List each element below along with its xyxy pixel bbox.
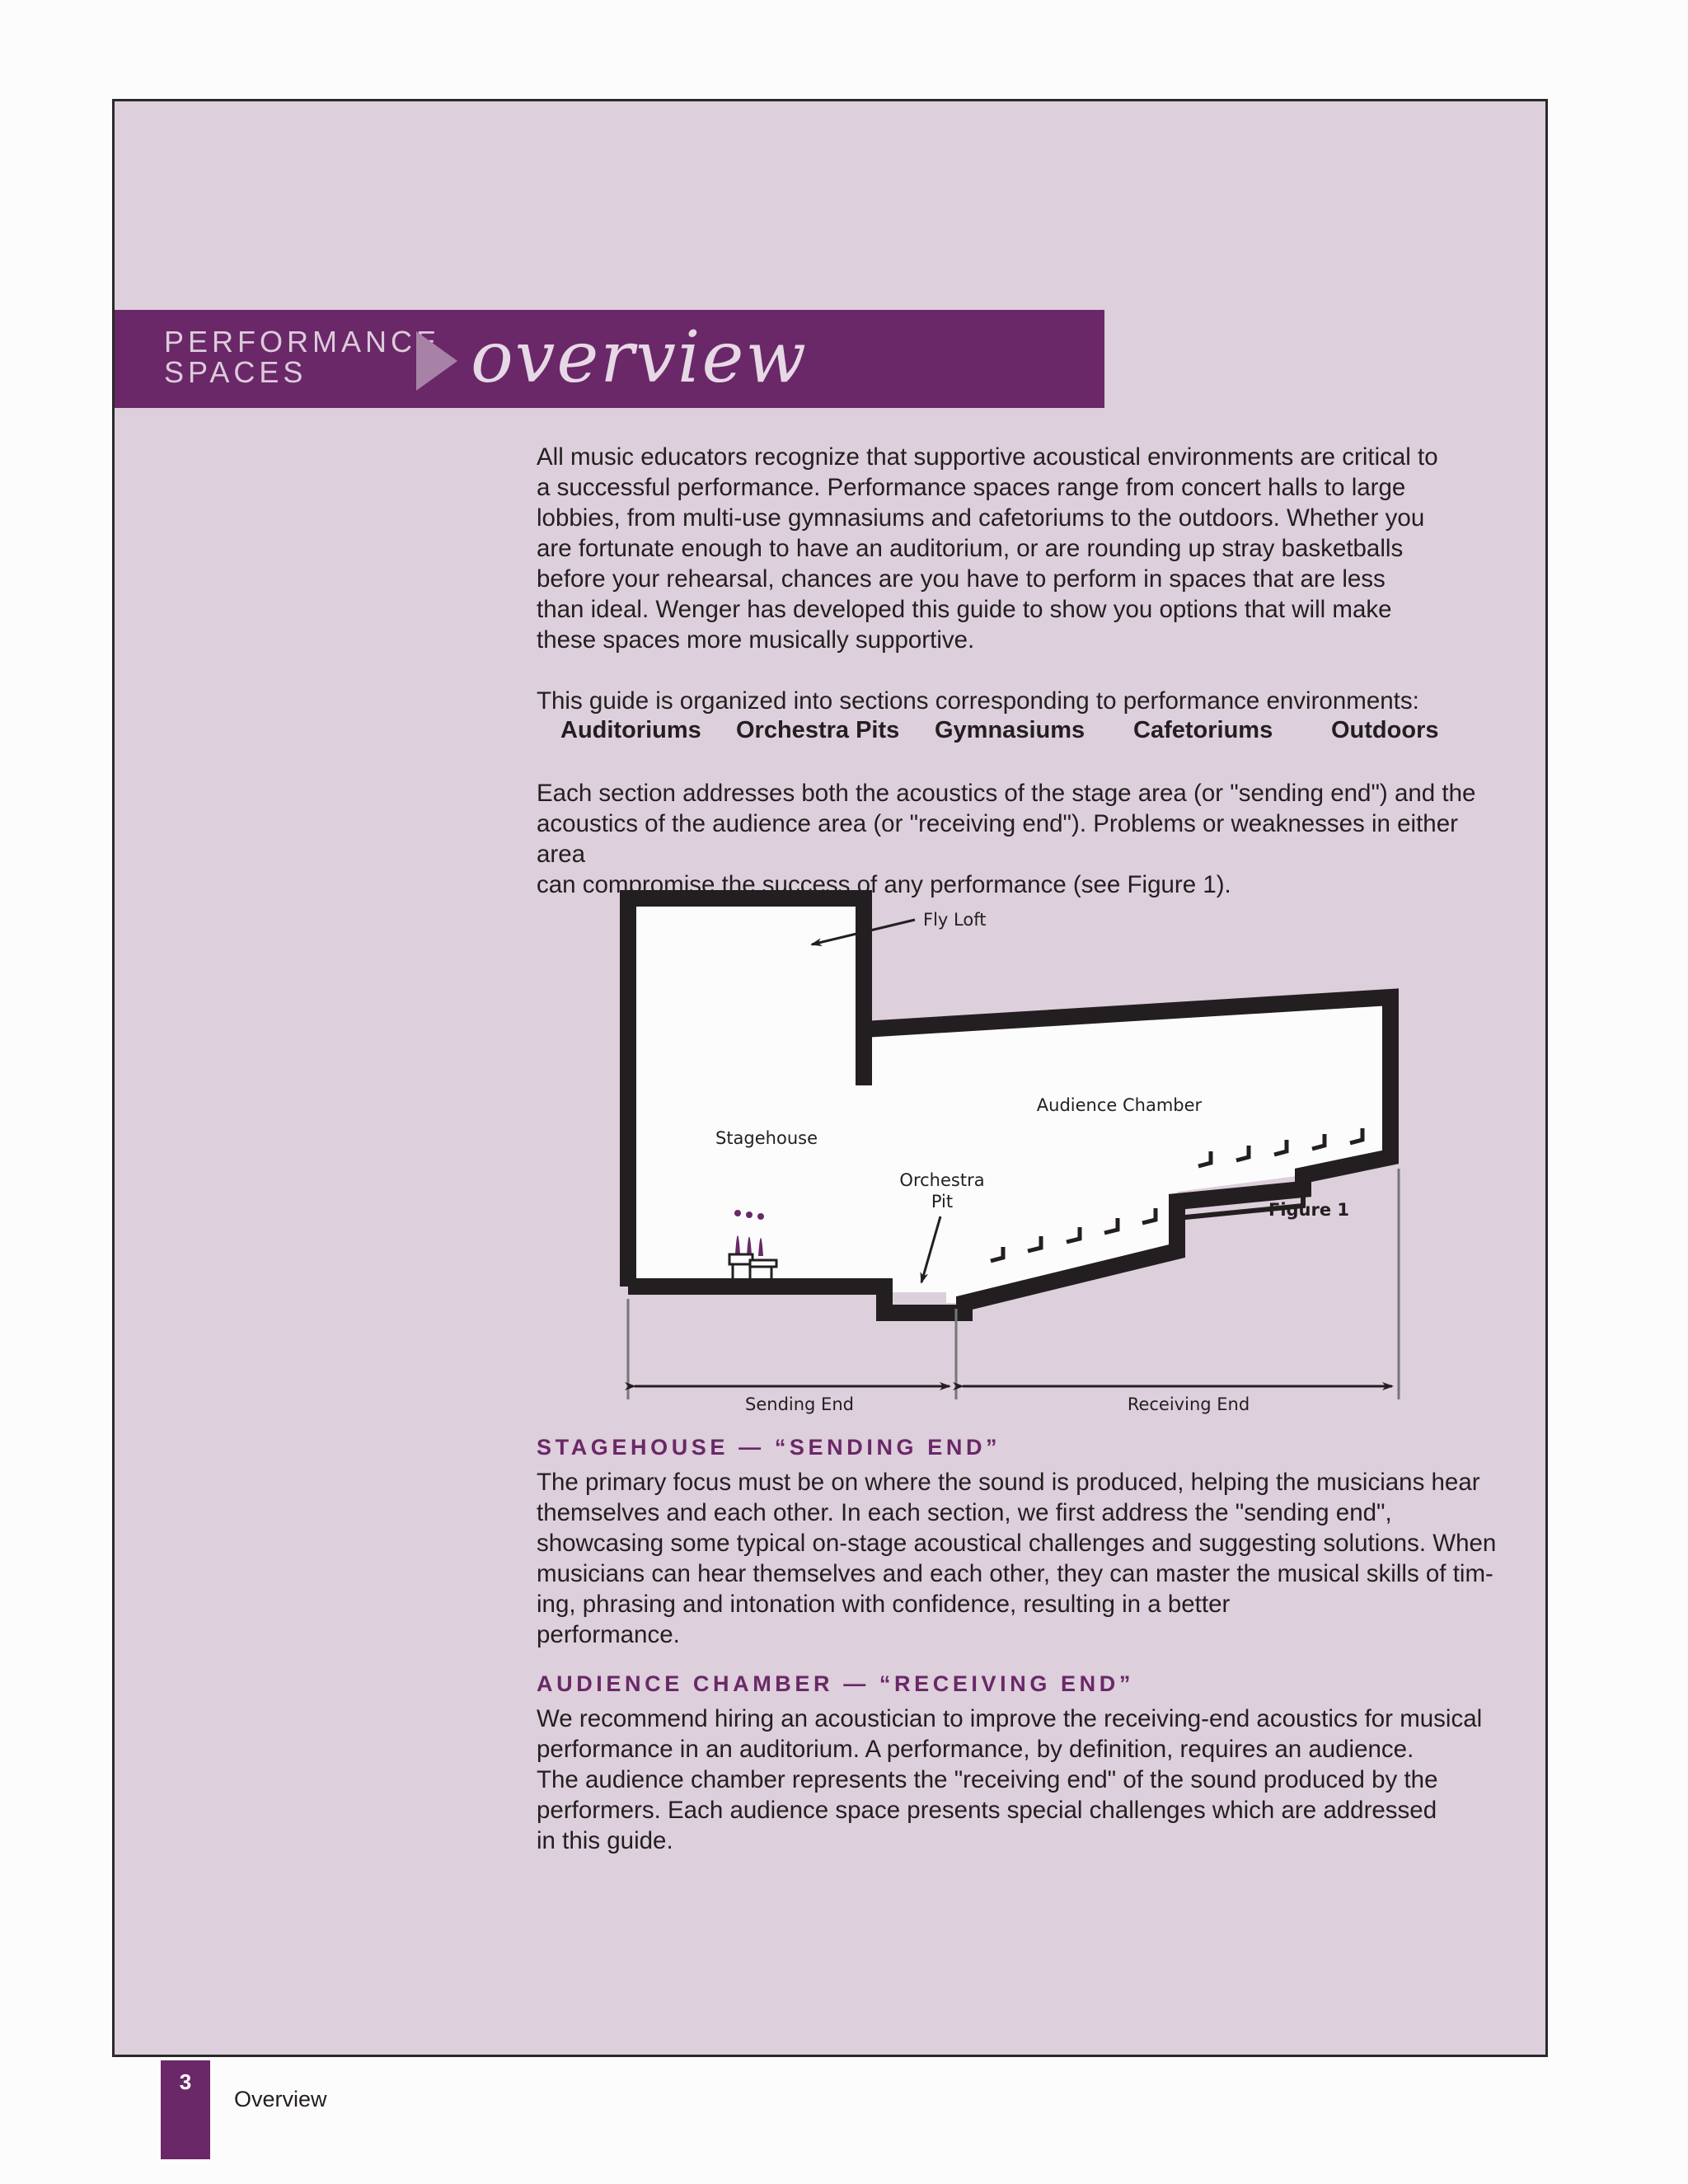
page-number: 3	[161, 2060, 210, 2159]
banner-kicker-line2: SPACES	[164, 355, 307, 389]
audience-line: performers. Each audience space presents special challenges which are addressed	[537, 1797, 1437, 1824]
stagehouse-line: themselves and each other. In each section, we first address the "sending end",	[537, 1499, 1392, 1526]
environment-item: Cafetoriums	[1133, 717, 1273, 743]
banner-arrow-icon	[416, 331, 457, 391]
audience-line: The audience chamber represents the "receiving end" of the sound produced by the	[537, 1766, 1438, 1793]
stagehouse-line: ing, phrasing and intonation with confidence, resulting in a better	[537, 1591, 1231, 1618]
environment-item: Orchestra Pits	[736, 717, 900, 743]
organization-text	[537, 686, 1509, 716]
audience-line: performance in an auditorium. A performance, by definition, requires an audience.	[537, 1736, 1414, 1763]
intro-line: All music educators recognize that supportive acoustical environments are critical to	[537, 443, 1438, 471]
banner-kicker-line1: PERFORMANCE	[164, 325, 441, 359]
environment-item: Gymnasiums	[935, 717, 1085, 743]
sections-line: Each section addresses both the acoustics of the stage area (or "sending end") and the	[537, 780, 1476, 807]
environment-list	[560, 717, 1517, 750]
audience-chamber-label: Audience Chamber	[1036, 1095, 1203, 1115]
stagehouse-line: performance.	[537, 1621, 680, 1648]
banner-kicker	[164, 326, 440, 387]
stagehouse-label: Stagehouse	[715, 1128, 818, 1148]
audience-heading: AUDIENCE CHAMBER — “RECEIVING END”	[537, 1671, 1134, 1696]
intro-line: than ideal. Wenger has developed this guide to show you options that will make	[537, 596, 1392, 623]
orchestra-pit-label-line2: Pit	[931, 1192, 954, 1212]
fly-loft-label: Fly Loft	[923, 910, 987, 930]
stagehouse-section	[537, 1435, 1509, 1650]
stagehouse-heading: STAGEHOUSE — “SENDING END”	[537, 1435, 1001, 1460]
organization-line: This guide is organized into sections corresponding to performance environments:	[537, 687, 1419, 715]
footer-section-name: Overview	[234, 2087, 327, 2111]
intro-line: these spaces more musically supportive.	[537, 626, 975, 654]
figure-caption: Figure 1	[1268, 1200, 1350, 1220]
intro-line: before your rehearsal, chances are you have to perform in spaces that are less	[537, 565, 1386, 593]
figure-1-diagram	[610, 880, 1418, 1424]
auditorium-section-svg	[610, 880, 1418, 1424]
sending-end-label: Sending End	[745, 1394, 854, 1414]
stagehouse-line: showcasing some typical on-stage acoustical challenges and suggesting solutions. When	[537, 1530, 1497, 1557]
stagehouse-line: musicians can hear themselves and each other, they can master the musical skills of tim-	[537, 1560, 1493, 1587]
intro-paragraph	[537, 442, 1509, 655]
banner-title: overview	[471, 316, 808, 399]
audience-line: We recommend hiring an acoustician to improve the receiving-end acoustics for musical	[537, 1705, 1483, 1732]
environment-item: Auditoriums	[560, 717, 701, 743]
environment-item: Outdoors	[1331, 717, 1439, 743]
section-banner	[115, 310, 1104, 408]
receiving-end-label: Receiving End	[1127, 1394, 1250, 1414]
sections-line: can compromise the success of any performance (see Figure 1).	[537, 871, 1231, 898]
intro-line: are fortunate enough to have an auditorium, or are rounding up stray basketballs	[537, 535, 1404, 562]
orchestra-pit-label-line1: Orchestra	[899, 1170, 985, 1190]
sections-line: acoustics of the audience area (or "receiving end"). Problems or weaknesses in either area	[537, 810, 1458, 868]
audience-section	[537, 1671, 1509, 1856]
building-interior	[628, 898, 1390, 1303]
stagehouse-line: The primary focus must be on where the sound is produced, helping the musicians hear	[537, 1469, 1480, 1496]
intro-line: lobbies, from multi-use gymnasiums and cafetoriums to the outdoors. Whether you	[537, 504, 1425, 532]
audience-line: in this guide.	[537, 1827, 673, 1854]
intro-line: a successful performance. Performance spaces range from concert halls to large	[537, 474, 1406, 501]
